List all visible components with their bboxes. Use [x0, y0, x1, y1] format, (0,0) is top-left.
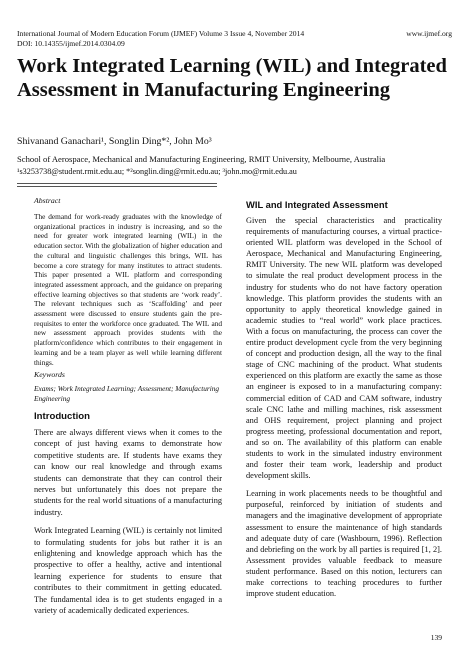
keywords-heading: Keywords	[34, 370, 65, 379]
page-number: 139	[430, 633, 442, 642]
journal-website[interactable]: www.ijmef.org	[406, 29, 452, 38]
section-heading: WIL and Integrated Assessment	[246, 199, 388, 210]
separator-rule	[17, 183, 217, 184]
keywords-text: Exams; Work Integrated Learning; Assessment; Manufacturing Engineering	[34, 384, 220, 403]
introduction-heading: Introduction	[34, 411, 90, 422]
author-affiliation: School of Aerospace, Mechanical and Manufacturing Engineering, RMIT University, Melbourne, Australia	[17, 154, 386, 164]
body-paragraph: Work Integrated Learning (WIL) is certainly not limited to formulating students for jobs but rather it is an enlightening and knowledge approach which has the prospective to offer a healthy, active and intentional learning experience for students to ensure that contributes to their commitment in getting educated. The fundamental idea is to get students engaged in a variety of academically dedicated experiences.	[34, 526, 222, 616]
paper-title: Work Integrated Learning (WIL) and Integrated Assessment in Manufacturing Engineering	[17, 55, 447, 101]
wil-section-body	[246, 215, 442, 606]
body-paragraph: There are always different views when it comes to the concept of just having exams to demonstrate how competitive students are. If students have exams they can know our real knowledge and through exams students can demonstrate that they can control their nerves but unfortunately this does not prepare the students for the real world situations of a manufacturing industry.	[34, 428, 222, 517]
abstract-text: The demand for work-ready graduates with the knowledge of organizational practices in industry is increasing, and so the need for greater work integrated learning (WIL) in the education sector. With the globalization of higher education and the cultural and linguistic challenges this brings, WIL has become a core strategy for many institutes to attract students. This paper presented a WIL platform and corresponding integrated assessment approach, and the guidance on preparing effective learning objectives so that students are ‘work ready’. The relevant techniques such as ‘Scaffolding’ and peer assessment were discussed to ensure students gain the pre-requisites to enter the workforce once graduated. The WIL and new assessment approach provides students with the platform/confidence which contributes to their engagement in learning and be a team player as well while learning different things.	[34, 212, 222, 367]
author-emails: ¹s3253738@student.rmit.edu.au; *²songlin.ding@rmit.edu.au; ³john.mo@rmit.edu.au	[17, 167, 297, 176]
body-paragraph: Learning in work placements needs to be thoughtful and purposeful, reinforced by initiation of students and managers and the imaginative development of appropriate assessment to ensure the maintenance of high standards and adequate duty of care (Washbourn, 1996). Reflection and debriefing on the work by all parties is required [1, 2]. Assessment provides valuable feedback to measure student performance. Based on this notion, lecturers can make corrections to teaching procedures to further improve student education.	[246, 489, 442, 599]
abstract-heading: Abstract	[34, 196, 61, 205]
journal-header: International Journal of Modern Education Forum (IJMEF) Volume 3 Issue 4, November 2014	[17, 29, 305, 38]
body-paragraph: Given the special characteristics and practicality requirements of manufacturing courses, a virtual practice-oriented WIL platform was developed in the School of Aerospace, Mechanical and Manufacturing Engineering, RMIT University. The new WIL platform was developed to simulate the real product development process in the industry for students who do not have factory operation knowledge. This platform provides the students with an opportunity to apply theoretical knowledge gained in academic studies to “real world” work place practices. With a focus on manufacturing, the process can cover the entire product development cycle from the very beginning of concept and production design, all the way to the final stage of CNC machining of the product. What students experienced on this platform are exactly the same as those an engineer is exposed to in a manufacturing company: commercial edition of CAD and CAM software, industry scale CNC lathe and milling machines, risk assessment and OHS requirement, project planning and project progress meeting, professional documentation and report, and so on. The availability of this platform can enable students to work in the simulated industry environment and foster their team work, leadership and product development skills.	[246, 216, 442, 481]
separator-rule	[17, 186, 217, 187]
doi-line: DOI: 10.14355/ijmef.2014.0304.09	[17, 39, 125, 48]
introduction-body	[34, 427, 222, 624]
author-list: Shivanand Ganachari¹, Songlin Ding*², John Mo³	[17, 136, 212, 147]
